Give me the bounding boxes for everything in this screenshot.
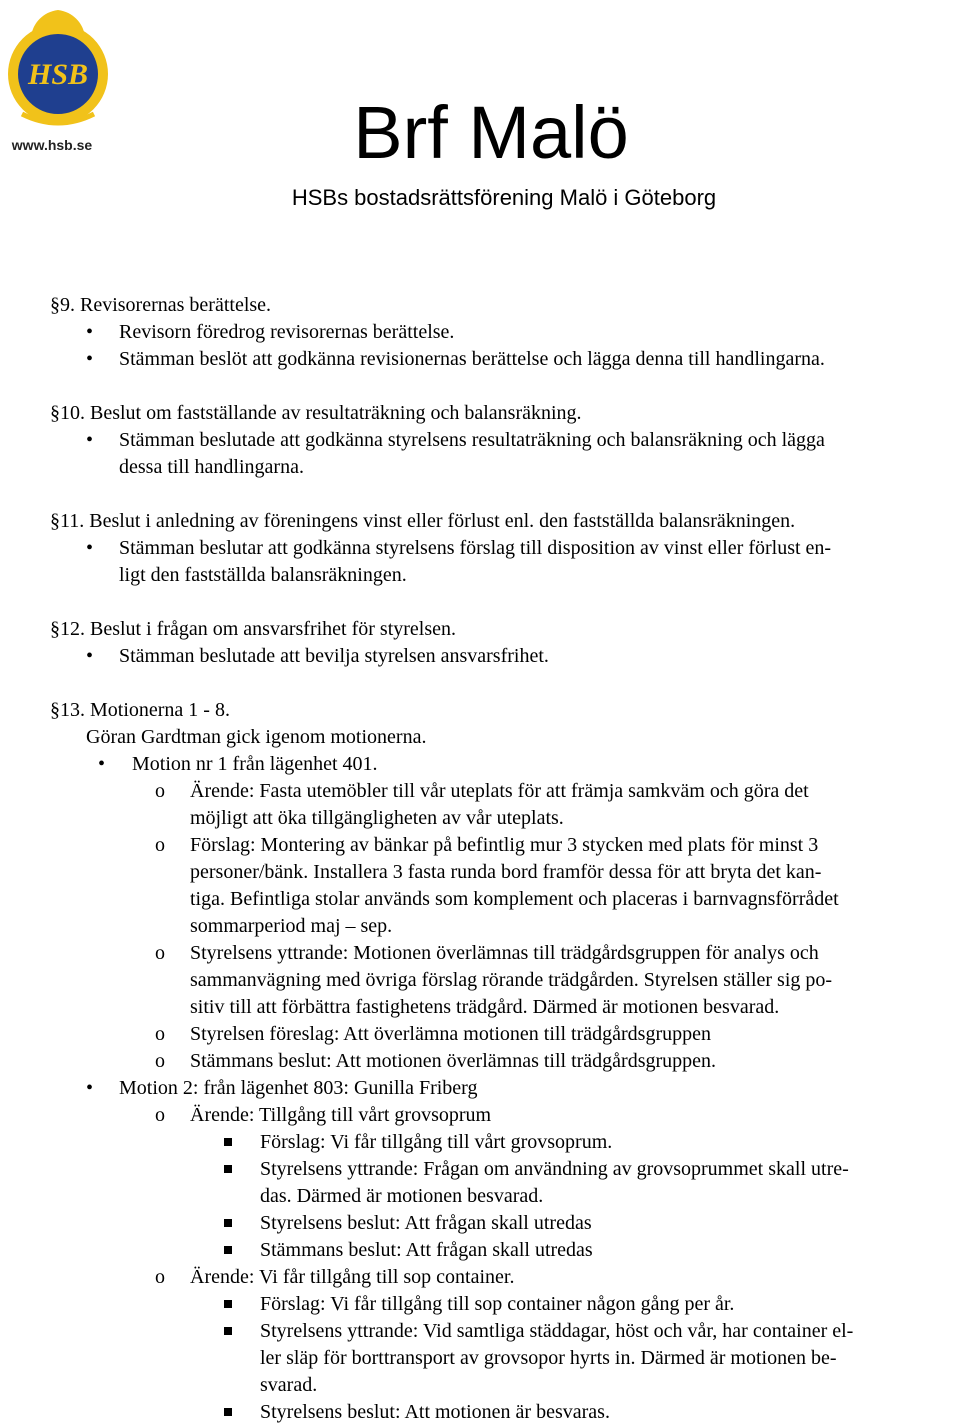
circle-marker-icon: o: [155, 1050, 165, 1072]
sub-item: o Förslag: Montering av bänkar på befintlig mur 3 stycken med plats för minst 3: [0, 832, 960, 859]
sub-item: o Ärende: Tillgång till vårt grovsoprum: [0, 1102, 960, 1129]
sub-item-continuation: tiga. Befintliga stolar används som komplement och placeras i barnvagnsförrådet: [190, 888, 839, 910]
sub-item-continuation: sommarperiod maj – sep.: [190, 915, 393, 937]
logo-url: www.hsb.se: [11, 137, 93, 153]
document-body: [0, 292, 960, 1426]
bullet-icon: •: [86, 348, 94, 370]
list-item: • Motion 2: från lägenhet 803: Gunilla Friberg: [0, 1075, 960, 1102]
section-10-heading-line: [0, 400, 960, 427]
page-title: Brf Malö: [353, 91, 629, 174]
page-subtitle: HSBs bostadsrättsförening Malö i Göteborg: [291, 185, 717, 210]
list-item: • Stämman beslutar att godkänna styrelsens förslag till disposition av vinst eller förlust en-: [0, 535, 960, 562]
square-bullet-icon: [224, 1300, 232, 1308]
sub-item-continuation: möjligt att öka tillgängligheten av vår uteplats.: [190, 807, 564, 829]
sub-sub-item: Förslag: Vi får tillgång till vårt grovsoprum.: [0, 1129, 960, 1156]
section-11-heading-line: [0, 508, 960, 535]
sub-item-continuation: personer/bänk. Installera 3 fasta runda bord framför dessa för att bryta det kan-: [190, 861, 822, 883]
circle-marker-icon: o: [155, 1023, 165, 1045]
square-bullet-icon: [224, 1165, 232, 1173]
sub-item: o Stämmans beslut: Att motionen överlämnas till trädgårdsgruppen.: [0, 1048, 960, 1075]
list-item: • Stämman beslutade att bevilja styrelsen ansvarsfrihet.: [0, 643, 960, 670]
list-item: • Stämman beslöt att godkänna revisionernas berättelse och lägga denna till handlingarna.: [0, 346, 960, 373]
square-bullet-icon: [224, 1138, 232, 1146]
list-item: • Revisorn föredrog revisorernas berättelse.: [0, 319, 960, 346]
sub-sub-item: Styrelsens yttrande: Vid samtliga städdagar, höst och vår, har container el-: [0, 1318, 960, 1345]
intro-line: Göran Gardtman gick igenom motionerna.: [86, 726, 427, 748]
circle-marker-icon: o: [155, 780, 165, 802]
circle-marker-icon: o: [155, 1104, 165, 1126]
circle-marker-icon: o: [155, 834, 165, 856]
sub-sub-item-continuation: das. Därmed är motionen besvarad.: [260, 1185, 544, 1207]
bullet-icon: •: [86, 321, 94, 343]
sub-sub-item: Stämmans beslut: Att frågan skall utredas: [0, 1237, 960, 1264]
bullet-icon: •: [98, 753, 106, 775]
sub-item-continuation: sammanvägning med övriga förslag rörande trädgården. Styrelsen ställer sig po-: [190, 969, 833, 991]
section-heading: §12. Beslut i frågan om ansvarsfrihet för styrelsen.: [50, 618, 457, 640]
bullet-icon: •: [86, 1077, 94, 1099]
bullet-icon: •: [86, 429, 94, 451]
sub-item: o Ärende: Vi får tillgång till sop container.: [0, 1264, 960, 1291]
section-heading: §9. Revisorernas berättelse.: [50, 294, 272, 316]
square-bullet-icon: [224, 1246, 232, 1254]
sub-sub-item-continuation: svarad.: [260, 1374, 318, 1396]
sub-sub-item: Förslag: Vi får tillgång till sop container någon gång per år.: [0, 1291, 960, 1318]
bullet-icon: •: [86, 645, 94, 667]
list-item: • Motion nr 1 från lägenhet 401.: [0, 751, 960, 778]
list-item-continuation: ligt den fastställda balansräkningen.: [119, 564, 407, 586]
sub-sub-item: Styrelsens beslut: Att motionen är besvaras.: [0, 1399, 960, 1426]
square-bullet-icon: [224, 1327, 232, 1335]
sub-sub-item-continuation: ler släp för borttransport av grovsopor hyrts in. Därmed är motionen be-: [260, 1347, 837, 1369]
sub-item: o Styrelsens yttrande: Motionen överlämnas till trädgårdsgruppen för analys och: [0, 940, 960, 967]
bullet-icon: •: [86, 537, 94, 559]
section-13-heading-line: [0, 697, 960, 724]
section-heading: §13. Motionerna 1 - 8.: [50, 699, 230, 721]
list-item: • Stämman beslutade att godkänna styrelsens resultaträkning och balansräkning och lägga: [0, 427, 960, 454]
square-bullet-icon: [224, 1219, 232, 1227]
circle-marker-icon: o: [155, 942, 165, 964]
sub-item-continuation: sitiv till att förbättra fastighetens trädgård. Därmed är motionen besvarad.: [190, 996, 780, 1018]
list-item-continuation: dessa till handlingarna.: [119, 456, 304, 478]
sub-item: o Ärende: Fasta utemöbler till vår uteplats för att främja samkväm och göra det: [0, 778, 960, 805]
circle-marker-icon: o: [155, 1266, 165, 1288]
sub-item: o Styrelsen föreslag: Att överlämna motionen till trädgårdsgruppen: [0, 1021, 960, 1048]
logo-letters: HSB: [27, 58, 89, 91]
section-heading: §10. Beslut om fastställande av resultaträkning och balansräkning.: [50, 402, 582, 424]
section-12-heading-line: [0, 616, 960, 643]
section-heading: §11. Beslut i anledning av föreningens vinst eller förlust enl. den fastställda balansräkningen.: [50, 510, 796, 532]
sub-sub-item: Styrelsens beslut: Att frågan skall utredas: [0, 1210, 960, 1237]
sub-sub-item: Styrelsens yttrande: Frågan om användning av grovsoprummet skall utre-: [0, 1156, 960, 1183]
square-bullet-icon: [224, 1408, 232, 1416]
section-9-heading-line: [0, 292, 960, 319]
